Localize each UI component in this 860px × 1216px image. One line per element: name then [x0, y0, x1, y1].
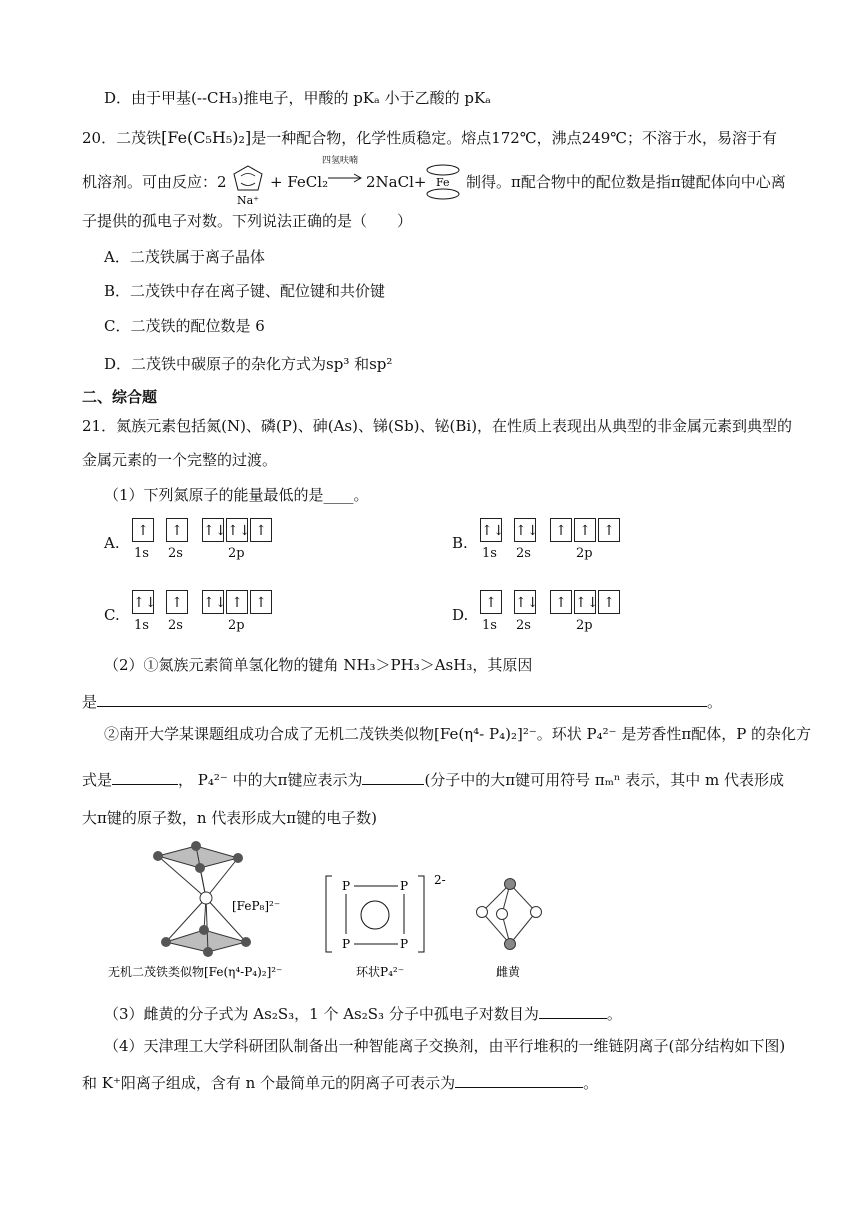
part3-text: （3）雌黄的分子式为 As₂S₃，1 个 As₂S₃ 分子中孤电子对数目为	[104, 1005, 539, 1023]
caption-p4: 环状P₄²⁻	[356, 965, 405, 979]
q21-part3	[104, 1002, 622, 1024]
choice-label: B.	[452, 534, 468, 552]
q20-text-start: 20．二茂铁	[82, 129, 162, 147]
orbital-label-2p: 2p	[228, 618, 245, 633]
q20-line2-start: 机溶剂。可由反应：2	[82, 173, 227, 191]
orbital-box-2s: ↑	[166, 518, 188, 542]
q21-part2-line3: ②南开大学某课题组成功合成了无机二茂铁类似物[Fe(η⁴- P₄)₂]²⁻。环状 P₄²⁻ 是芳香性π配体，P 的杂化方	[104, 725, 812, 743]
orbital-box-2p: ↑↓	[202, 518, 224, 542]
p-atom-label: P	[400, 937, 409, 951]
orbital-box-2p: ↑↓	[574, 590, 596, 614]
arrow-condition: 四氢呋喃	[322, 156, 359, 166]
p-atom-label: P	[342, 937, 351, 951]
orbital-label-1s: 1s	[134, 546, 149, 561]
orbital-box-2s: ↑	[166, 590, 188, 614]
orbital-choice-b	[452, 512, 652, 568]
q21-part1: （1）下列氮原子的能量最低的是____。	[104, 486, 369, 504]
orbital-box-2p: ↑	[574, 518, 596, 542]
q21-part2-line4	[82, 768, 784, 790]
orbital-label-2s: 2s	[516, 546, 531, 561]
orbital-box-2p: ↑	[250, 518, 272, 542]
charge-label: 2-	[434, 873, 446, 887]
shi-text: 是	[82, 693, 98, 711]
answer-blank-reason[interactable]	[97, 690, 707, 707]
orbital-box-2s: ↑↓	[514, 518, 536, 542]
fep8-label: [FeP₈]²⁻	[232, 899, 281, 913]
p-atom-label: P	[400, 879, 409, 893]
choice-label: A.	[104, 534, 120, 552]
pi-bond-text: ， P₄²⁻ 中的大π键应表示为	[178, 771, 363, 789]
orbital-label-2s: 2s	[168, 618, 183, 633]
orbital-box-2s: ↑↓	[514, 590, 536, 614]
q21-intro-line1: 21．氮族元素包括氮(N)、磷(P)、砷(As)、锑(Sb)、铋(Bi)，在性质上表现出从典型的非金属元素到典型的	[82, 417, 793, 435]
option-20b: B．二茂铁中存在离子键、配位键和共价键	[104, 282, 386, 300]
answer-blank-anion-formula[interactable]	[455, 1071, 583, 1088]
cyclopentadienyl-anion-icon	[226, 160, 276, 206]
question-20-line1	[82, 128, 777, 148]
orbital-box-1s: ↑↓	[480, 518, 502, 542]
answer-blank-lone-pairs[interactable]	[539, 1002, 607, 1019]
q20-line3: 子提供的孤电子对数。下列说法正确的是（ ）	[82, 212, 413, 230]
orbital-box-2p: ↑	[226, 590, 248, 614]
orbital-box-2p: ↑	[598, 518, 620, 542]
orbital-choice-a	[104, 512, 304, 568]
period: 。	[583, 1074, 599, 1092]
q21-part4-line1: （4）天津理工大学科研团队制备出一种智能离子交换剂，由平行堆积的一维链阴离子(部分结构如下图)	[104, 1037, 786, 1055]
orbital-box-2p: ↑↓	[202, 590, 224, 614]
period: 。	[707, 693, 723, 711]
option-20d: D．二茂铁中碳原子的杂化方式为sp³ 和sp²	[104, 355, 393, 373]
option-20a: A．二茂铁属于离子晶体	[104, 248, 265, 266]
part4-text: 和 K⁺阳离子组成，含有 n 个最简单元的阴离子可表示为	[82, 1074, 456, 1092]
period: 。	[606, 1005, 622, 1023]
answer-blank-pi-bond[interactable]	[362, 768, 424, 785]
q21-intro-line2: 金属元素的一个完整的过渡。	[82, 451, 278, 469]
orbital-label-2p: 2p	[228, 546, 245, 561]
orbital-box-2p: ↑	[598, 590, 620, 614]
orbital-label-1s: 1s	[482, 618, 497, 633]
structure-figures	[100, 840, 560, 985]
orbital-label-1s: 1s	[134, 618, 149, 633]
orbital-box-1s: ↑↓	[132, 590, 154, 614]
option-19d: D．由于甲基(--CH₃)推电子，甲酸的 pKₐ 小于乙酸的 pKₐ	[104, 89, 491, 107]
orbital-box-2p: ↑	[550, 590, 572, 614]
orbital-box-1s: ↑	[480, 590, 502, 614]
fecl2-term: + FeCl₂	[270, 173, 329, 191]
orbital-box-2p: ↑↓	[226, 518, 248, 542]
q21-part4-line2	[82, 1071, 598, 1093]
hybrid-text: 式是	[82, 771, 113, 789]
ferrocene-structure-icon	[420, 162, 468, 202]
section-heading: 二、综合题	[82, 388, 158, 406]
choice-label: C.	[104, 606, 120, 624]
nacl-product: 2NaCl+	[366, 173, 427, 191]
cyclic-p4-structure-icon	[326, 873, 446, 952]
orbital-choice-d	[452, 584, 652, 640]
answer-blank-hybridization[interactable]	[112, 768, 178, 785]
q21-part2-line1: （2）①氮族元素简单氢化物的键角 NH₃＞PH₃＞AsH₃，其原因	[104, 656, 533, 674]
orbital-label-2p: 2p	[576, 618, 593, 633]
orbital-box-2p: ↑	[250, 590, 272, 614]
choice-label: D.	[452, 606, 469, 624]
q21-part2-line5: 大π键的原子数，n 代表形成大π键的电子数)	[82, 809, 377, 827]
orbital-box-2p: ↑	[550, 518, 572, 542]
q21-part2-line2	[82, 690, 722, 712]
orbital-label-2p: 2p	[576, 546, 593, 561]
orbital-choice-c	[104, 584, 304, 640]
fe-label: Fe	[436, 176, 450, 189]
orbital-label-2s: 2s	[516, 618, 531, 633]
caption-orpiment: 雌黄	[496, 965, 521, 979]
pi-note-text: (分子中的大π键可用符号 πₘⁿ 表示，其中 m 代表形成	[424, 771, 785, 789]
caption-fep8: 无机二茂铁类似物[Fe(η⁴-P₄)₂]²⁻	[108, 965, 283, 979]
p-atom-label: P	[342, 879, 351, 893]
option-20c: C．二茂铁的配位数是 6	[104, 317, 265, 335]
q20-text-rest: 是一种配合物，化学性质稳定。熔点172℃，沸点249℃；不溶于水，易溶于有	[251, 129, 778, 147]
orbital-label-1s: 1s	[482, 546, 497, 561]
reaction-arrow-icon	[326, 170, 366, 184]
q20-line2-end: 制得。π配合物中的配位数是指π键配体向中心离	[466, 173, 786, 191]
sodium-ion-label: Na⁺	[237, 194, 259, 206]
orpiment-structure-icon	[477, 879, 542, 950]
orbital-label-2s: 2s	[168, 546, 183, 561]
orbital-box-1s: ↑	[132, 518, 154, 542]
ferrocene-formula: [Fe(C₅H₅)₂]	[161, 128, 252, 147]
